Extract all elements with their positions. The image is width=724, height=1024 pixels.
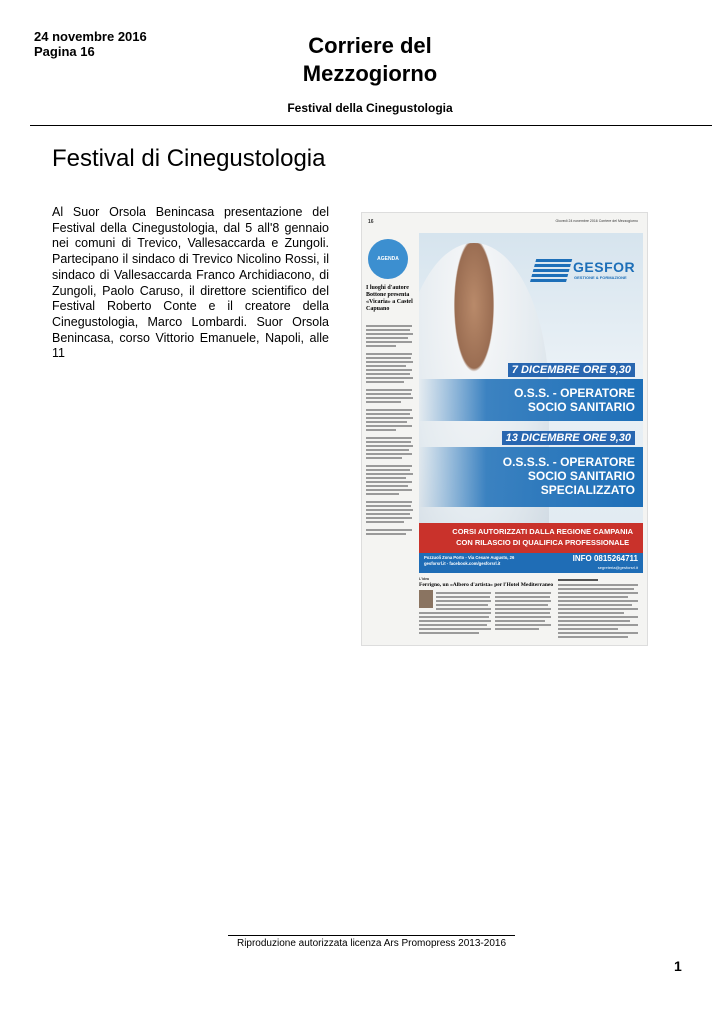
author-photo: [419, 590, 433, 608]
course-1-title: [514, 386, 635, 414]
text-line: [558, 632, 638, 634]
text-line: [419, 612, 491, 614]
text-line: [366, 445, 413, 447]
text-line: [495, 596, 550, 598]
bottom-article: [419, 577, 553, 643]
text-line: [366, 437, 412, 439]
ad-phone-block: [573, 554, 638, 572]
text-line: [366, 325, 412, 327]
ad-contact-bar: [419, 553, 643, 573]
text-line: [558, 596, 628, 598]
text-line: [366, 397, 413, 399]
text-line: [419, 628, 491, 630]
bottom-article-kicker: L'idea: [419, 577, 429, 581]
text-line: [419, 616, 489, 618]
text-line: [366, 505, 411, 507]
text-line: [495, 592, 551, 594]
course-2-title: [503, 455, 635, 497]
text-line: [366, 417, 413, 419]
text-line: [366, 513, 410, 515]
article-body: Al Suor Orsola Benincasa presentazione del Festival della Cinegustologia, dal 5 all'8 gennaio nei comuni di Trevico, Vallesaccarda e Zungoli. Partecipano il sindaco di Trevico Nicolino Rossi, il sindaco di Vallesaccarda Franco Archidiacono, di Zungoli, Paolo Caruso, il direttore scientifico del Festival Roberto Conte e il creatore della Cinegustologia, Marco Lombardi. Suor Orsola Benincasa, corso Vittorio Emanuele, Napoli, alle 11: [52, 205, 329, 361]
text-line: [366, 357, 411, 359]
course-band-1: [419, 379, 643, 421]
course-band-2: [419, 447, 643, 507]
text-line: [366, 489, 412, 491]
text-line: [436, 608, 491, 610]
ad-email: segreteria@gesforsrl.it: [597, 565, 638, 570]
text-line: [558, 628, 618, 630]
text-line: [558, 624, 638, 626]
course-1-line1: O.S.S. - OPERATORE: [514, 386, 635, 400]
text-line: [495, 620, 545, 622]
text-line: [366, 353, 412, 355]
text-line: [495, 628, 539, 630]
text-line: [366, 473, 413, 475]
license-notice: Riproduzione autorizzata licenza Ars Promopress 2013-2016: [236, 938, 507, 949]
text-line: [495, 612, 550, 614]
text-line: [366, 469, 410, 471]
text-line: [366, 333, 413, 335]
text-line: [366, 401, 401, 403]
text-line: [366, 449, 409, 451]
text-line: [366, 337, 408, 339]
text-line: [366, 441, 411, 443]
article-title: Festival di Cinegustologia: [52, 145, 326, 172]
text-line: [366, 509, 413, 511]
text-line: [366, 421, 407, 423]
text-line: [558, 636, 628, 638]
text-line: [366, 369, 412, 371]
text-line: [436, 592, 491, 594]
text-line: [495, 616, 551, 618]
text-line: [366, 345, 396, 347]
text-line: [366, 453, 412, 455]
gesfor-brand-sub: GESTIONE & FORMAZIONE: [574, 275, 627, 280]
text-line: [419, 620, 491, 622]
text-line: [366, 341, 412, 343]
agenda-headline: I luoghi d'autore Bottone presenta «Vicaria» a Castel Capuano: [366, 285, 413, 312]
course-2-line3: SPECIALIZZATO: [540, 483, 635, 497]
gesfor-logo: [533, 259, 636, 287]
course-2-line1: O.S.S.S. - OPERATORE: [502, 455, 635, 469]
gesfor-logo-mark: [530, 259, 572, 283]
authorization-line1: CORSI AUTORIZZATI DALLA REGIONE CAMPANIA: [452, 527, 633, 536]
bottom-article-headline: Ferrigno, un «Albero d'artista» per l'Hotel Mediterraneo: [419, 582, 554, 588]
text-line: [366, 481, 412, 483]
authorization-text: [452, 526, 633, 548]
text-line: [558, 612, 624, 614]
text-line: [495, 624, 551, 626]
course-date-1: 7 DICEMBRE ORE 9,30: [508, 363, 635, 377]
text-line: [366, 429, 396, 431]
publication-title: [250, 32, 490, 88]
clipping-page-number: 16: [368, 219, 374, 225]
ad-address-block: [424, 555, 514, 567]
text-line: [366, 373, 410, 375]
agenda-badge: AGENDA: [368, 239, 408, 279]
text-line: [419, 632, 479, 634]
gesfor-advertisement: [419, 233, 643, 573]
text-line: [366, 409, 412, 411]
page-number: 1: [674, 958, 682, 974]
authorization-banner: [419, 523, 643, 553]
text-line: [366, 521, 404, 523]
text-line: [558, 604, 632, 606]
footer-divider: [228, 935, 515, 936]
text-line: [558, 588, 634, 590]
course-1-line2: SOCIO SANITARIO: [527, 400, 635, 414]
clipping-running-head: Giovedì 24 novembre 2016 Corriere del Mezzogiorno: [555, 219, 638, 223]
text-line: [436, 596, 490, 598]
publication-title-line1: Corriere del: [308, 33, 432, 58]
text-line: [558, 608, 638, 610]
listings-column: [558, 577, 643, 643]
text-line: [495, 608, 551, 610]
text-line: [366, 493, 399, 495]
text-line: [366, 361, 413, 363]
text-line: [558, 616, 638, 618]
header-date-block: [34, 29, 147, 59]
text-line: [366, 381, 404, 383]
text-line: [366, 477, 406, 479]
gesfor-brand: GESFOR: [573, 259, 636, 275]
section-title: Festival della Cinegustologia: [287, 101, 453, 115]
text-line: [366, 517, 412, 519]
text-line: [558, 579, 598, 581]
newspaper-clipping-image: [361, 212, 648, 646]
publication-title-line2: Mezzogiorno: [302, 61, 438, 86]
publication-date: 24 novembre 2016: [34, 29, 147, 44]
text-line: [436, 604, 488, 606]
text-line: [366, 501, 412, 503]
course-date-2: 13 DICEMBRE ORE 9,30: [502, 431, 635, 445]
clipping-header: [368, 219, 638, 229]
text-line: [366, 413, 410, 415]
text-line: [366, 533, 406, 535]
course-2-line2: SOCIO SANITARIO: [527, 469, 635, 483]
text-line: [495, 600, 551, 602]
text-line: [558, 600, 638, 602]
header-divider: [30, 125, 712, 126]
text-line: [366, 485, 408, 487]
text-line: [366, 377, 413, 379]
text-line: [558, 592, 638, 594]
ad-phone: INFO 0815264711: [572, 554, 638, 563]
text-line: [366, 457, 402, 459]
text-line: [495, 604, 548, 606]
text-line: [366, 365, 406, 367]
ad-web: gesforsrl.it - facebook.com/gesforsrl.it: [424, 561, 501, 566]
agenda-column: [366, 233, 415, 538]
text-line: [558, 584, 638, 586]
text-line: [366, 393, 411, 395]
text-line: [366, 529, 412, 531]
text-line: [419, 624, 487, 626]
page-reference: Pagina 16: [34, 44, 95, 59]
authorization-line2: CON RILASCIO DI QUALIFICA PROFESSIONALE: [456, 538, 630, 547]
text-line: [366, 389, 412, 391]
text-line: [558, 620, 630, 622]
ad-address: Pozzuoli Zona Porto - Via Cesare Augusto, 26: [424, 555, 515, 560]
text-line: [436, 600, 491, 602]
text-line: [366, 329, 410, 331]
text-line: [366, 425, 412, 427]
text-line: [366, 465, 412, 467]
